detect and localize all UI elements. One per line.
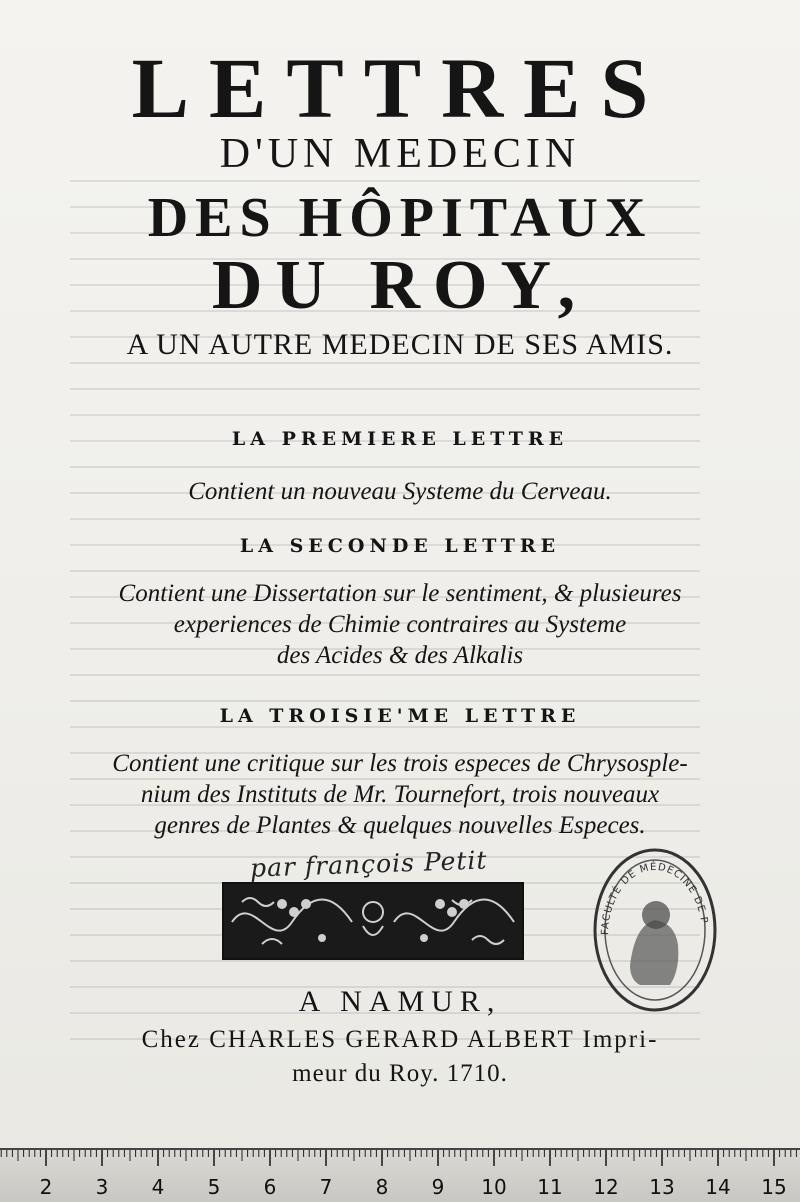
section-line: experiences de Chimie contraires au Systeme [173,611,627,638]
printers-ornament [222,882,524,960]
title-autre-medecin: A UN AUTRE MEDECIN DE SES AMIS. [126,328,674,361]
section-body-second [0,578,800,671]
section-line: des Acides & des Alkalis [276,642,524,669]
ruler-scale [0,1150,800,1202]
section-heading-first: LA PREMIERE LETTRE [231,428,569,450]
ruler-label: 8 [375,1175,389,1199]
ruler-label: 6 [263,1175,277,1199]
ruler-label: 9 [431,1175,445,1199]
section-line: Contient une Dissertation sur le sentiment, & plusieures [118,580,682,607]
title-hopitaux: DES HÔPITAUX [147,187,653,249]
ruler-label: 7 [319,1175,333,1199]
title-roy: DU ROY, [211,247,589,324]
section-heading-second: LA SECONDE LETTRE [239,535,561,557]
imprint-city: A NAMUR, [298,985,502,1018]
section-line: genres de Plantes & quelques nouvelles Especes. [154,812,646,839]
ruler-label: 4 [151,1175,165,1199]
imprint-printer: Chez CHARLES GERARD ALBERT Impri- [141,1026,659,1053]
section-line: Contient une critique sur les trois especes de Chrysosple- [112,750,688,777]
stamp-text: FACULTÉ DE MÉDECINE DE P [599,861,710,936]
ruler-label: 3 [95,1175,109,1199]
section-heading-third: LA TROISIE'ME LETTRE [219,705,581,727]
ruler-label: 15 [761,1175,787,1199]
ruler-label: 12 [593,1175,619,1199]
title-medecin: D'UN MEDECIN [219,131,581,177]
ruler-label: 14 [705,1175,731,1199]
section-line: Contient un nouveau Systeme du Cerveau. [188,478,612,505]
ruler-label: 5 [207,1175,221,1199]
imprint-date: meur du Roy. 1710. [292,1060,508,1087]
section-line: nium des Instituts de Mr. Tournefort, trois nouveaux [140,781,660,808]
section-body-third [0,748,800,841]
handwritten-signature: par françois Petit [249,845,488,883]
ruler-label: 11 [537,1175,563,1199]
title-lettres: LETTRES [131,40,669,136]
measuring-ruler [0,1148,800,1202]
ruler-label: 10 [481,1175,507,1199]
ruler-label: 2 [39,1175,53,1199]
ruler-label: 13 [649,1175,675,1199]
section-body-first [0,476,800,507]
